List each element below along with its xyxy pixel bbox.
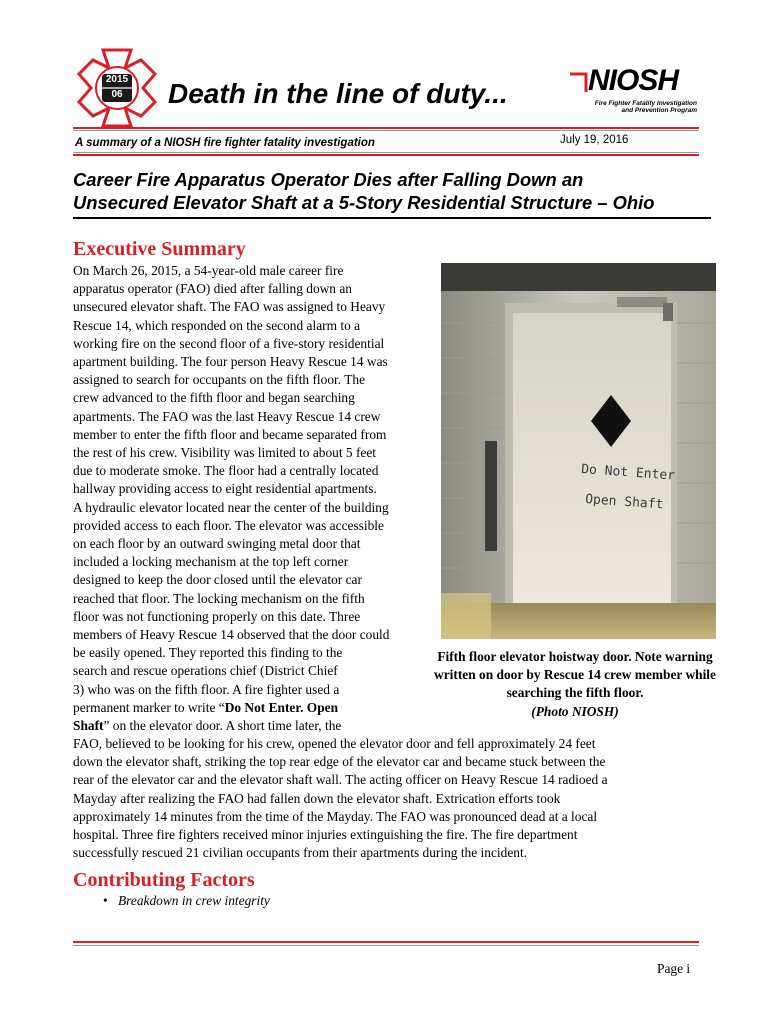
summary-text-line: 3) who was on the fifth floor. A fire fighter used a <box>73 681 340 697</box>
executive-summary-wide-text <box>73 735 608 862</box>
photo-caption: Fifth floor elevator hoistway door. Note warning written on door by Rescue 14 crew member while searching the fifth floor. (Photo NIOSH) <box>434 649 716 719</box>
report-title: Career Fire Apparatus Operator Dies after Falling Down an Unsecured Elevator Shaft at a 5-Story Residential Structure – Ohio <box>73 169 655 213</box>
summary-text-line: due to moderate smoke. The floor had a centrally located <box>73 463 379 479</box>
summary-text-line: members of Heavy Rescue 14 observed that the door could <box>73 627 390 643</box>
summary-text-line: approximately 14 minutes from the time of the Mayday. The FAO was pronounced dead at a local <box>73 808 598 824</box>
summary-text-line: rear of the elevator car and the elevator shaft wall. The acting officer on Heavy Rescue 14 radioed a <box>73 772 608 788</box>
summary-text-line: reached that floor. The locking mechanism on the fifth <box>73 590 365 606</box>
title-rule <box>73 217 711 219</box>
badge-year: 2015 <box>105 74 129 85</box>
summary-text-line: FAO, believed to be looking for his crew, opened the elevator door and fell approximately 24 feet <box>73 736 596 751</box>
summary-text-line: designed to keep the door closed until the elevator car <box>73 572 362 588</box>
fire-department-badge-logo <box>73 48 161 128</box>
subheader-red-rule <box>73 154 699 156</box>
summary-text-line: be easily opened. They reported this finding to the <box>73 645 343 661</box>
executive-summary-marker-line-2: Shaft” on the elevator door. A short time later, the <box>73 718 342 733</box>
bullet-icon: • <box>103 893 108 908</box>
summary-text-line: working fire on the second floor of a five-story residential <box>73 335 385 351</box>
summary-text-line: hallway providing access to eight residential apartments. <box>73 481 377 497</box>
elevator-door-photo <box>441 263 716 639</box>
summary-text-line: down the elevator shaft, striking the top rear edge of the elevator car and became stuck between the <box>73 754 606 770</box>
summary-text-line: apartments. The FAO was the last Heavy Rescue 14 crew <box>73 408 381 424</box>
contributing-factors-heading: Contributing Factors <box>73 869 255 891</box>
summary-text-line: unsecured elevator shaft. The FAO was assigned to Heavy <box>73 299 386 315</box>
summary-text-line: crew advanced to the fifth floor and began searching <box>73 390 355 406</box>
summary-text-line: on each floor by an outward swinging metal door that <box>73 536 361 552</box>
summary-text-line: apparatus operator (FAO) died after falling down an <box>73 281 352 297</box>
footer-gray-rule <box>73 945 699 946</box>
summary-text-line: Mayday after realizing the FAO had fallen down the elevator shaft. Extrication efforts took <box>73 790 561 806</box>
summary-text-line: A hydraulic elevator located near the center of the building <box>73 499 389 515</box>
summary-text-line: apartment building. The four person Heavy Rescue 14 was <box>73 354 388 370</box>
summary-text-line: search and rescue operations chief (District Chief <box>73 663 338 679</box>
contributing-factor-item: Breakdown in crew integrity <box>118 893 270 908</box>
header-red-rule <box>73 127 699 129</box>
summary-text-line: member to enter the fifth floor and became separated from <box>73 426 387 442</box>
summary-text-line: assigned to search for occupants on the fifth floor. The <box>73 372 366 388</box>
summary-text-line: Rescue 14, which responded on the second alarm to a <box>73 317 361 333</box>
summary-line: A summary of a NIOSH fire fighter fatality investigation <box>75 137 375 149</box>
footer-red-rule <box>73 941 699 943</box>
summary-text-line: On March 26, 2015, a 54-year-old male career fire <box>73 263 344 278</box>
badge-number: 06 <box>111 89 123 100</box>
summary-text-line: provided access to each floor. The elevator was accessible <box>73 517 384 533</box>
header-title: Death in the line of duty... <box>168 78 508 109</box>
header-gray-rule <box>73 130 699 131</box>
door-writing-line1: Do Not Enter <box>580 462 676 484</box>
summary-text-line: floor was not functioning properly on this date. Three <box>73 608 361 624</box>
niosh-logo: NIOSH <box>588 64 679 97</box>
summary-text-line: successfully rescued 21 civilian occupants from their apartments during the incident. <box>73 845 528 861</box>
summary-text-line: the rest of his crew. Visibility was limited to about 5 feet <box>73 445 377 461</box>
executive-summary-marker-line: permanent marker to write “Do Not Enter. Open <box>73 700 339 715</box>
niosh-program-name: Fire Fighter Fatality Investigation and Prevention Program <box>594 100 697 114</box>
page-number: Page i <box>657 961 691 976</box>
report-date: July 19, 2016 <box>560 134 629 146</box>
summary-text-line: hospital. Three fire fighters received minor injuries extinguishing the fire. The fire department <box>73 827 578 843</box>
executive-summary-heading: Executive Summary <box>73 238 246 260</box>
door-writing-line2: Open Shaft <box>584 492 664 513</box>
executive-summary-narrow-text <box>73 262 389 699</box>
summary-text-line: included a locking mechanism at the top left corner <box>73 554 349 570</box>
niosh-logo-icon <box>568 70 590 96</box>
subheader-gray-rule <box>73 152 699 153</box>
